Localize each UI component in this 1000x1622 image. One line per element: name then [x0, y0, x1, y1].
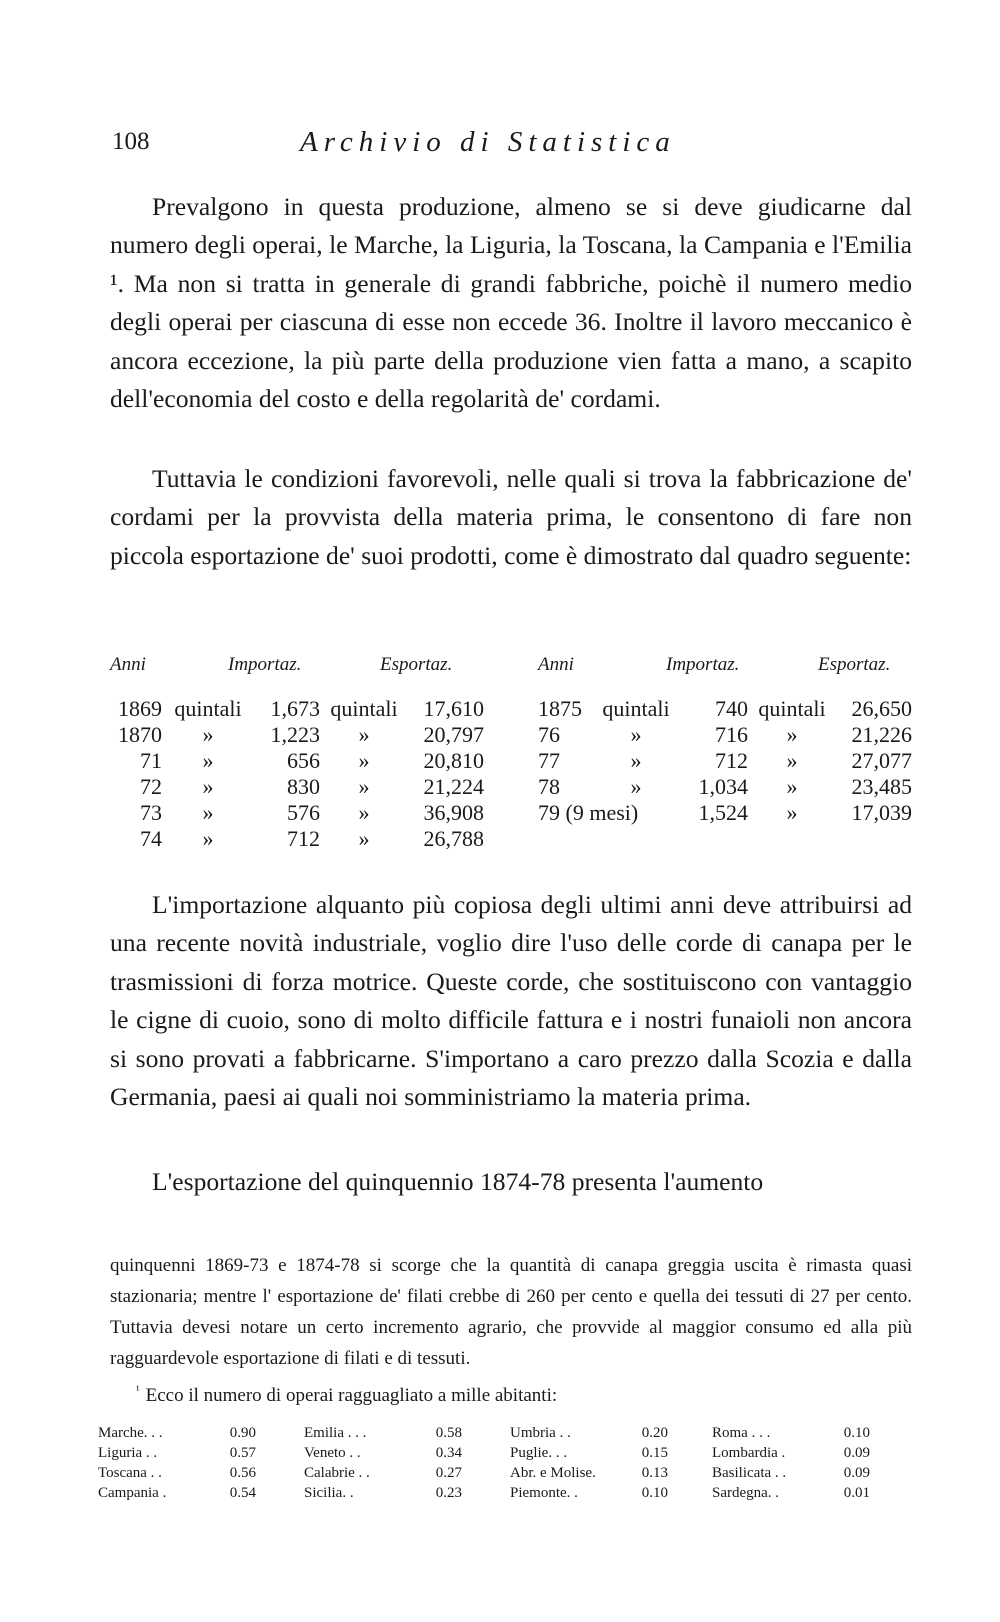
- export-cell: 27,077: [851, 748, 912, 773]
- import-cell: 1,223: [270, 722, 320, 747]
- workers-row: [712, 1483, 902, 1503]
- year-cell: 1869: [118, 696, 162, 721]
- region-value: 0.15: [641, 1445, 668, 1461]
- unit-cell: »: [630, 748, 642, 773]
- year-cell: 1875: [538, 696, 582, 721]
- unit-cell: »: [786, 722, 798, 747]
- region-value: 0.23: [435, 1485, 462, 1501]
- export-cell: 23,485: [851, 774, 912, 799]
- unit-cell: »: [358, 826, 370, 851]
- year-cell: 79 (9 mesi): [538, 800, 639, 825]
- region-value: 0.27: [435, 1465, 462, 1481]
- import-cell: 576: [287, 800, 320, 825]
- table-row: [110, 748, 485, 774]
- import-cell: 656: [287, 748, 320, 773]
- workers-row: [712, 1423, 902, 1443]
- unit-cell: »: [630, 722, 642, 747]
- region-value: 0.54: [229, 1485, 256, 1501]
- header-year: Anni: [538, 654, 574, 675]
- region-value: 0.09: [843, 1465, 870, 1481]
- import-cell: 1,034: [698, 774, 748, 799]
- import-cell: 1,673: [270, 696, 320, 721]
- region-name: Toscana . .: [98, 1465, 162, 1481]
- footnote-1: [110, 1375, 912, 1411]
- unit-cell: »: [202, 800, 214, 825]
- region-name: Sicilia. .: [304, 1485, 354, 1501]
- import-cell: 740: [715, 696, 748, 721]
- import-cell: 712: [287, 826, 320, 851]
- import-cell: 712: [715, 748, 748, 773]
- table-row: [110, 696, 485, 722]
- table-row: [110, 800, 485, 826]
- trade-rows-left: [110, 696, 485, 852]
- export-cell: 17,610: [423, 696, 484, 721]
- region-name: Basilicata . .: [712, 1465, 787, 1481]
- unit-cell: »: [786, 774, 798, 799]
- region-value: 0.20: [641, 1425, 668, 1441]
- export-cell: 26,788: [423, 826, 484, 851]
- paragraph-1: Prevalgono in questa produzione, almeno se si deve giudicarne dal numero degli operai, le Marche, la Liguria, la Toscana, la Campania e l'Emilia ¹. Ma non si tratta in generale di grandi fabbriche, poichè il numero medio degli operai per ciascuna di esse non eccede 36. Inoltre il lavoro meccanico è ancora eccezione, la più parte della produzione vien fatta a mano, a scapito dell'economia del costo e della regolarità de' cordami.: [110, 192, 912, 414]
- workers-row: [510, 1463, 700, 1483]
- table-row: [538, 800, 913, 826]
- table-row: [110, 774, 485, 800]
- year-cell: 77: [538, 748, 560, 773]
- year-cell: 72: [140, 774, 162, 799]
- unit-cell: »: [202, 774, 214, 799]
- paragraph-3: L'importazione alquanto più copiosa degli ultimi anni deve attribuirsi ad una recente novità industriale, voglio dire l'uso delle corde di canapa per le trasmissioni di forza motrice. Queste corde, che sostituiscono con vantaggio le cigne di cuoio, sono di molto difficile fattura e i nostri funaioli non ancora si sono provati a fabbricarne. S'importano a caro prezzo dalla Scozia e dalla Germania, paesi ai quali noi somministriamo la materia prima.: [110, 890, 912, 1112]
- workers-row: [304, 1443, 494, 1463]
- export-cell: 21,226: [851, 722, 912, 747]
- region-value: 0.90: [229, 1425, 256, 1441]
- region-name: Sardegna. .: [712, 1485, 780, 1501]
- export-cell: 26,650: [851, 696, 912, 721]
- workers-row: [98, 1483, 288, 1503]
- region-value: 0.58: [435, 1425, 462, 1441]
- unit-cell: »: [786, 748, 798, 773]
- workers-row: [510, 1483, 700, 1503]
- header-import: Importaz.: [666, 654, 740, 675]
- region-name: Marche. . .: [98, 1425, 163, 1441]
- year-cell: 74: [140, 826, 162, 851]
- footnote-continuation: quinquenni 1869-73 e 1874-78 si scorge che la quantità di canapa greggia uscita è rimasta quasi stazionaria; mentre l' esportazione de' filati crebbe di 260 per cento e quella dei tessuti di 27 per cento. Tuttavia devesi notare un certo incremento agrario, che provvide al maggior consumo ed alla più ragguardevole esportazione di filati e di tessuti.: [110, 1255, 912, 1369]
- region-name: Calabrie . .: [304, 1465, 370, 1481]
- workers-row: [712, 1443, 902, 1463]
- year-cell: 1870: [118, 722, 162, 747]
- workers-row: [304, 1423, 494, 1443]
- region-name: Campania .: [98, 1485, 167, 1501]
- region-value: 0.34: [435, 1445, 462, 1461]
- region-name: Puglie. . .: [510, 1445, 568, 1461]
- import-cell: 1,524: [698, 800, 748, 825]
- region-name: Abr. e Molise.: [510, 1465, 596, 1481]
- unit-cell: quintali: [602, 696, 670, 721]
- year-cell: 73: [140, 800, 162, 825]
- workers-row: [98, 1423, 288, 1443]
- region-value: 0.13: [641, 1465, 668, 1481]
- workers-row: [98, 1463, 288, 1483]
- workers-row: [98, 1443, 288, 1463]
- workers-column: [510, 1423, 700, 1503]
- region-name: Lombardia .: [712, 1445, 786, 1461]
- import-cell: 716: [715, 722, 748, 747]
- region-name: Roma . . .: [712, 1425, 771, 1441]
- header-year: Anni: [110, 654, 146, 675]
- region-value: 0.01: [843, 1485, 870, 1501]
- region-name: Emilia . . .: [304, 1425, 367, 1441]
- unit-cell: »: [202, 826, 214, 851]
- unit-cell: »: [630, 774, 642, 799]
- region-name: Piemonte. .: [510, 1485, 578, 1501]
- export-cell: 17,039: [851, 800, 912, 825]
- trade-table-left: [110, 654, 485, 852]
- unit-cell: quintali: [174, 696, 242, 721]
- trade-rows-right: [538, 696, 913, 826]
- footnote-1-text: Ecco il numero di operai ragguagliato a mille abitanti:: [145, 1385, 558, 1406]
- workers-column: [98, 1423, 288, 1503]
- region-value: 0.56: [229, 1465, 256, 1481]
- region-value: 0.57: [229, 1445, 256, 1461]
- paragraph-2: Tuttavia le condizioni favorevoli, nelle quali si trova la fabbricazione de' cordami per la provvista della materia prima, le consentono di fare non piccola esportazione de' suoi prodotti, come è dimostrato dal quadro seguente:: [110, 464, 912, 570]
- workers-row: [304, 1463, 494, 1483]
- table-row: [538, 722, 913, 748]
- region-value: 0.10: [843, 1425, 870, 1441]
- unit-cell: »: [358, 800, 370, 825]
- footnote-marker: ¹: [136, 1383, 140, 1397]
- trade-table-header: [110, 654, 485, 684]
- year-cell: 71: [140, 748, 162, 773]
- header-export: Esportaz.: [818, 654, 891, 675]
- export-cell: 21,224: [423, 774, 484, 799]
- workers-column: [712, 1423, 902, 1503]
- unit-cell: »: [358, 748, 370, 773]
- region-value: 0.10: [641, 1485, 668, 1501]
- page-header: [112, 128, 912, 168]
- workers-row: [304, 1483, 494, 1503]
- unit-cell: »: [786, 800, 798, 825]
- region-name: Veneto . .: [304, 1445, 361, 1461]
- page-number: 108: [112, 128, 150, 155]
- unit-cell: »: [202, 748, 214, 773]
- region-value: 0.09: [843, 1445, 870, 1461]
- export-cell: 20,797: [423, 722, 484, 747]
- trade-table-right: [538, 654, 913, 826]
- unit-cell: quintali: [330, 696, 398, 721]
- unit-cell: »: [202, 722, 214, 747]
- table-row: [110, 722, 485, 748]
- export-cell: 36,908: [423, 800, 484, 825]
- table-row: [538, 696, 913, 722]
- header-import: Importaz.: [228, 654, 302, 675]
- header-export: Esportaz.: [380, 654, 453, 675]
- unit-cell: »: [358, 722, 370, 747]
- year-cell: 78: [538, 774, 560, 799]
- unit-cell: quintali: [758, 696, 826, 721]
- workers-column: [304, 1423, 494, 1503]
- year-cell: 76: [538, 722, 560, 747]
- trade-table-header: [538, 654, 913, 684]
- table-row: [538, 748, 913, 774]
- table-row: [538, 774, 913, 800]
- workers-row: [712, 1463, 902, 1483]
- workers-row: [510, 1443, 700, 1463]
- unit-cell: »: [358, 774, 370, 799]
- import-cell: 830: [287, 774, 320, 799]
- running-title: Archivio di Statistica: [300, 126, 676, 158]
- paragraph-4: L'esportazione del quinquennio 1874-78 presenta l'aumento: [152, 1167, 764, 1196]
- workers-row: [510, 1423, 700, 1443]
- table-row: [110, 826, 485, 852]
- export-cell: 20,810: [423, 748, 484, 773]
- region-name: Umbria . .: [510, 1425, 571, 1441]
- region-name: Liguria . .: [98, 1445, 158, 1461]
